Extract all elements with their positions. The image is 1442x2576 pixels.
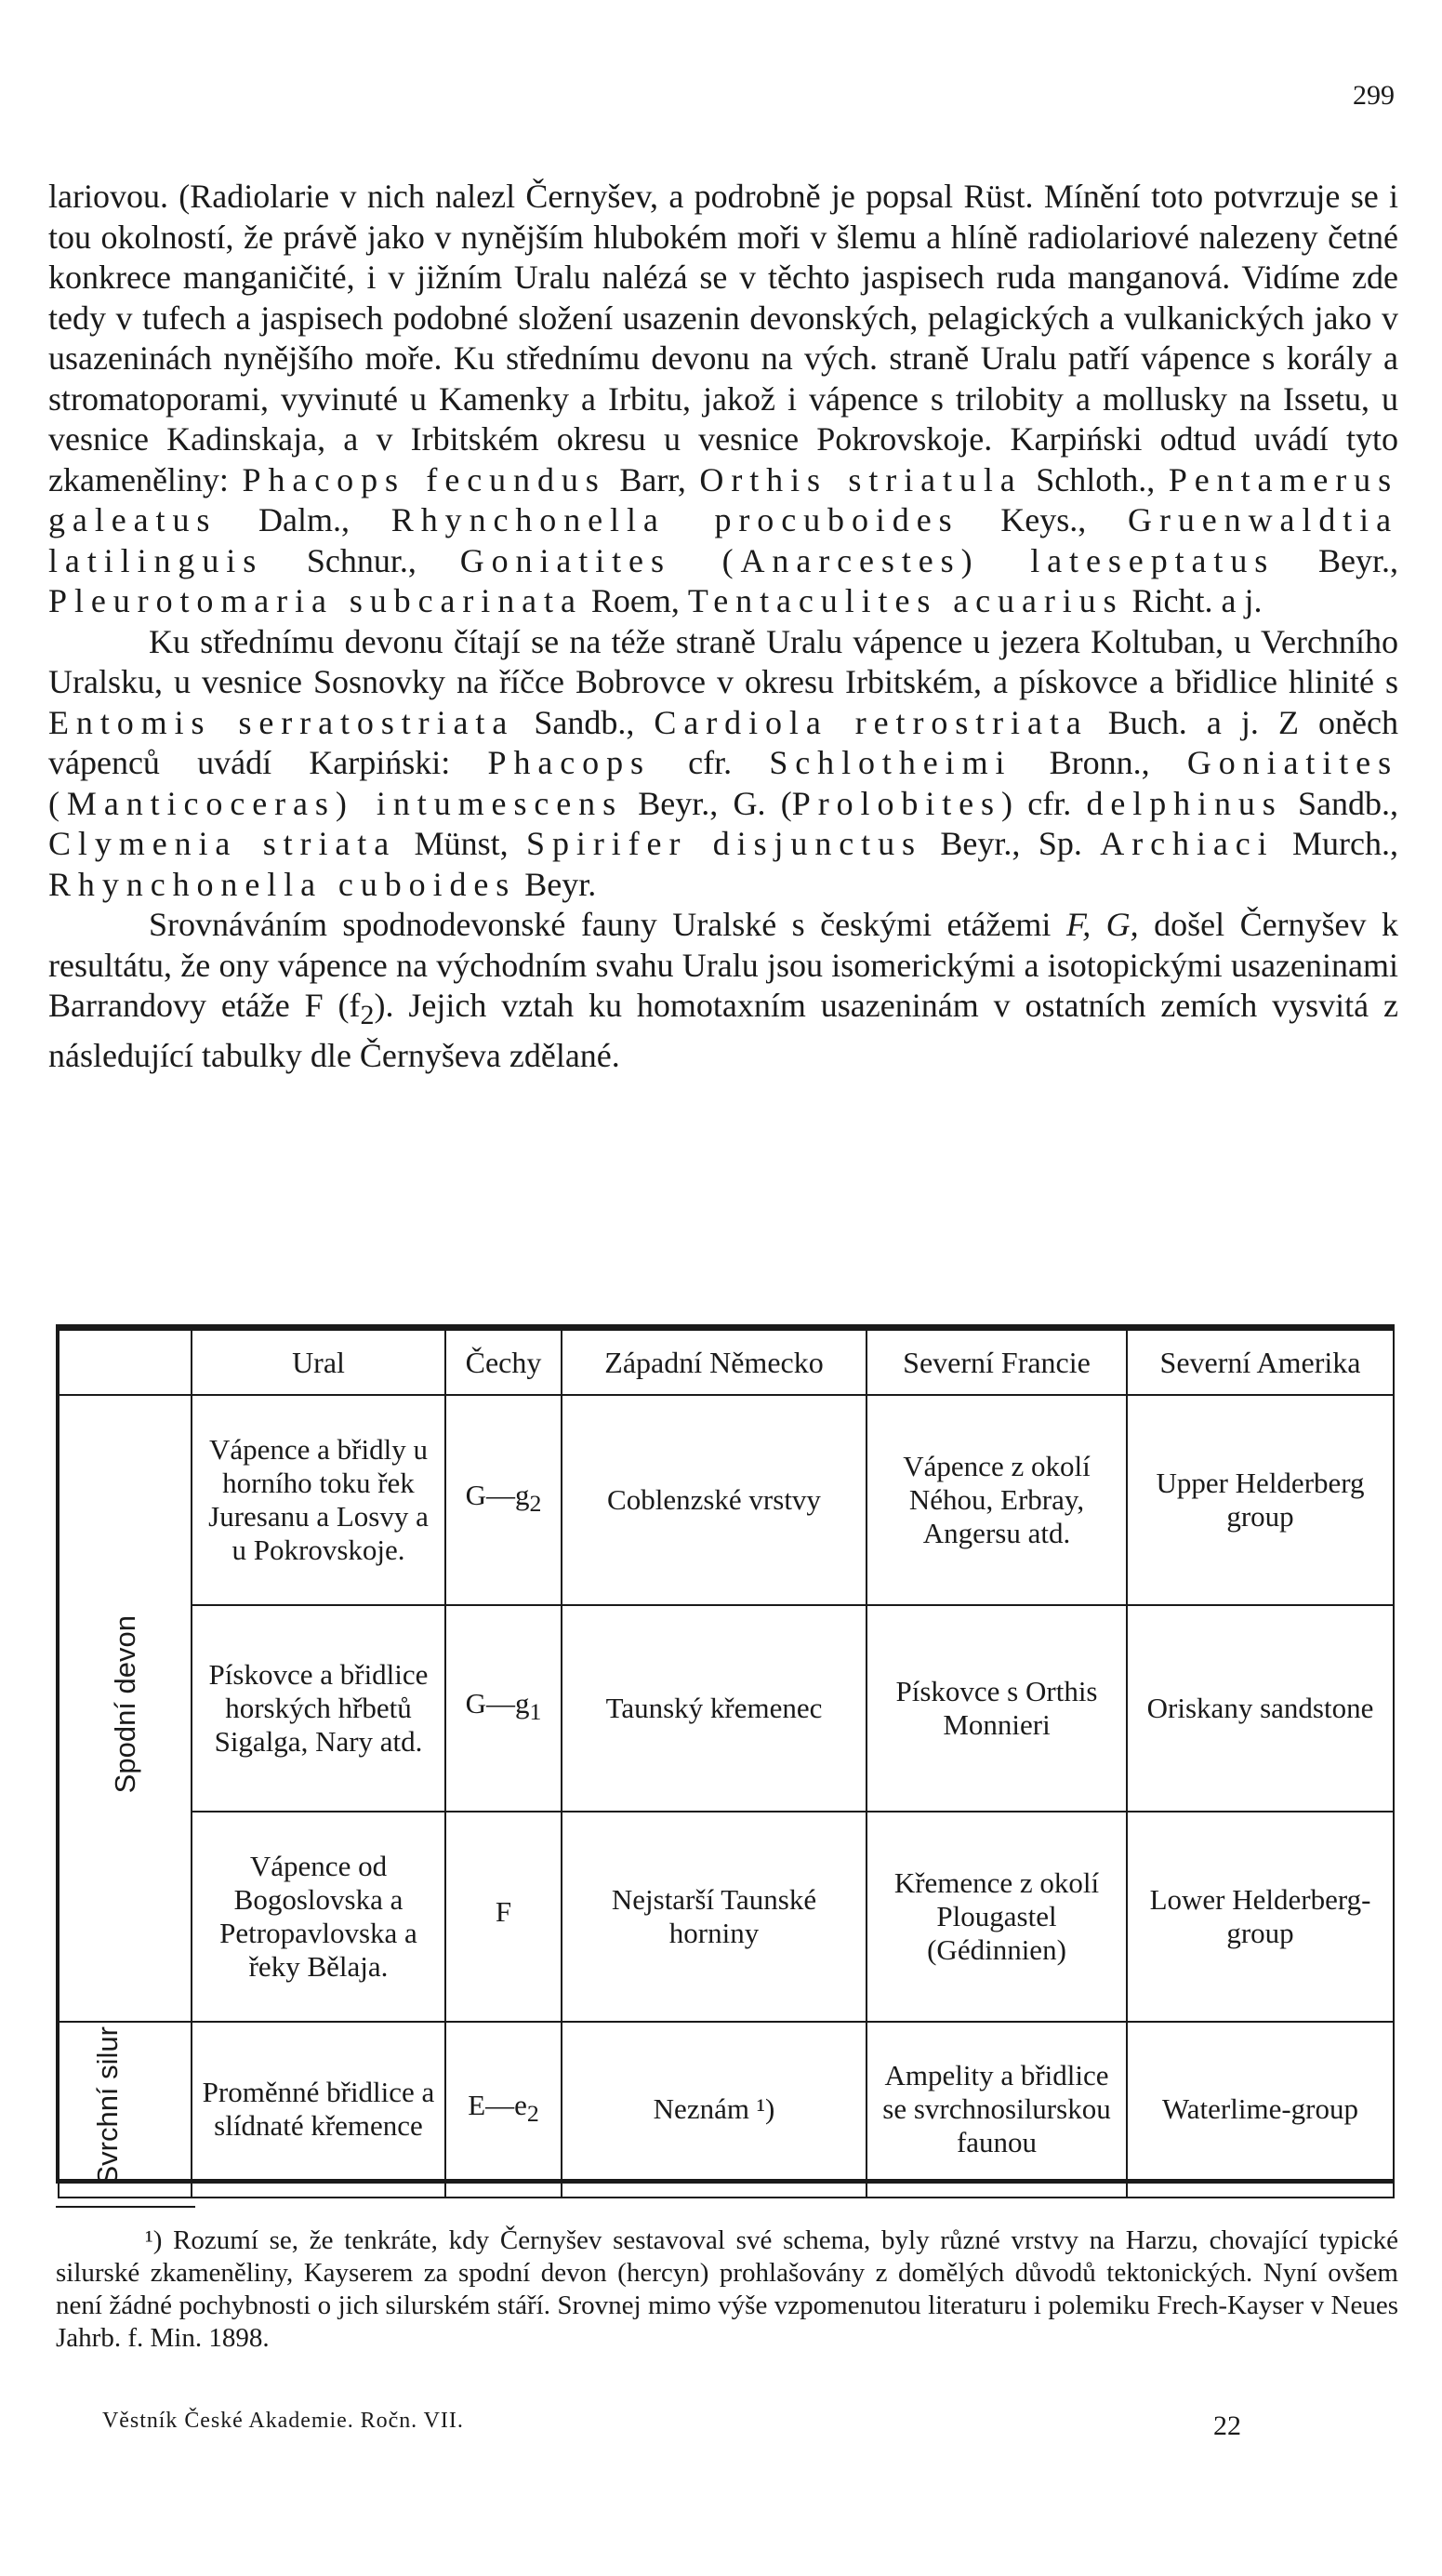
header-severni-francie: Severní Francie — [867, 1330, 1127, 1395]
table-row — [59, 1605, 1394, 1812]
footnote-divider — [56, 2206, 195, 2208]
header-empty — [59, 1330, 192, 1395]
cell-amerika: Oriskany sandstone — [1127, 1605, 1394, 1812]
sheet-signature: 22 — [1213, 2410, 1241, 2441]
cell-ural: Vápence od Bogoslovska a Petropavlovska a řeky Bělaja. — [192, 1812, 445, 2022]
page-number: 299 — [1353, 80, 1395, 111]
cell-francie: Vápence z okolí Néhou, Erbray, Angersu atd. — [867, 1395, 1127, 1605]
cell-nemecko: Taunský křemenec — [562, 1605, 867, 1812]
header-ural: Ural — [192, 1330, 445, 1395]
group-label-upper-silur: Svrchní silur — [59, 2022, 192, 2198]
table-header-row — [59, 1330, 1394, 1395]
paragraph-2: Ku střednímu devonu čítají se na téže straně Uralu vápence u jezera Koltuban, u Verchního Uralsku, u vesnice Sosnovky na říčce Bobrovce v okresu Irbitském, a pískovce a břidlice hlinité s Entomis serratostriata Sandb., Cardiola retrostriata Buch. a j. Z oněch vápenců uvádí Karpiński: Phacops cfr. Schlotheimi Bronn., Goniatites (Manticoceras) intumescens Beyr., G. (Prolobites) cfr. delphinus Sandb., Clymenia striata Münst, Spirifer disjunctus Beyr., Sp. Archiaci Murch., Rhynchonella cuboides Beyr. — [48, 622, 1399, 903]
group-label-lower-devon: Spodní devon — [59, 1395, 192, 2022]
table-row — [59, 1395, 1394, 1605]
header-cechy: Čechy — [445, 1330, 562, 1395]
footnote-text: ¹) Rozumí se, že tenkráte, kdy Černyšev sestavoval své schema, byly různé vrstvy na Harzu, chovající typické silurské zkameněliny, Kayserem za spodní devon (hercyn) prohlašovány z domělých důvodů tektonických. Nyní ovšem není žádné pochybnosti o jich silurském stáří. Srovnej mimo výše vzpomenutou literaturu i polemiku Frech-Kayser v Neues Jahrb. f. Min. 1898. — [56, 2225, 1398, 2353]
cell-cechy: F — [445, 1812, 562, 2022]
cell-francie: Ampelity a břidlice se svrchnosilurskou faunou — [867, 2022, 1127, 2198]
cell-cechy: $G—g_1$ — [445, 1605, 562, 1812]
table-row — [59, 1812, 1394, 2022]
cell-nemecko: Neznám ¹) — [562, 2022, 867, 2198]
cell-nemecko: Coblenzské vrstvy — [562, 1395, 867, 1605]
cell-amerika: Lower Helderberg-group — [1127, 1812, 1394, 2022]
correlation-table — [56, 1324, 1395, 2184]
cell-cechy: $E—e_2$ — [445, 2022, 562, 2198]
header-zapadni-nemecko: Západní Německo — [562, 1330, 867, 1395]
cell-ural: Proměnné břidlice a slídnaté křemence — [192, 2022, 445, 2198]
cell-cechy: $G—g_2$ — [445, 1395, 562, 1605]
cell-ural: Pískovce a břidlice horských hřbetů Sigalga, Nary atd. — [192, 1605, 445, 1812]
paragraph-1: lariovou. (Radiolarie v nich nalezl Černyšev, a podrobně je popsal Rüst. Mínění toto potvrzuje se i tou okolností, že právě jako v nynějším hlubokém moři v šlemu a hlíně radiolariové nalezeny četné konkrece manganičité, i v jižním Uralu nalézá se v těchto jaspisech ruda manganová. Vidíme zde tedy v tufech a jaspisech podobné složení usazenin devonských, pelagických a vulkanických jako v usazeninách nynějšího moře. Ku střednímu devonu na vých. straně Uralu patří vápence s korály a stromatoporami, vyvinuté u Kamenky a Irbitu, jakož i vápence s trilobity a mollusky na Issetu, u vesnice Kadinskaja, a v Irbitském okresu u vesnice Pokrovskoje. Karpiński odtud uvádí tyto zkameněliny: Phacops fecundus Barr, Orthis striatula Schloth., Pentamerus galeatus Dalm., Rhynchonella procuboides Keys., Gruenwaldtia latilinguis Schnur., Goniatites (Anarcestes) lateseptatus Beyr., Pleurotomaria subcarinata Roem, Tentaculites acuarius Richt. a j. — [48, 178, 1399, 619]
cell-nemecko: Nejstarší Taunské horniny — [562, 1812, 867, 2022]
table-row — [59, 2022, 1394, 2198]
paragraph-3: Srovnáváním spodnodevonské fauny Uralské s českými etážemi F, G, došel Černyšev k resultátu, že ony vápence na východním svahu Uralu jsou isomerickými a isotopickými usazeninami Barrandovy etáže F $(f_2)$. Jejich vztah ku homotaxním usazeninám v ostatních zemích vysvitá z následující tabulky dle Černyševa zdělané. — [48, 906, 1399, 1074]
cell-ural: Vápence a břidly u horního toku řek Juresanu a Losvy a u Pokrovskoje. — [192, 1395, 445, 1605]
cell-amerika: Waterlime-group — [1127, 2022, 1394, 2198]
footnote — [56, 2224, 1398, 2355]
cell-francie: Křemence z okolí Plougastel (Gédinnien) — [867, 1812, 1127, 2022]
body-text — [48, 177, 1398, 1076]
header-severni-amerika: Severní Amerika — [1127, 1330, 1394, 1395]
journal-line: Věstník České Akademie. Ročn. VII. — [102, 2409, 464, 2433]
cell-francie: Pískovce s Orthis Monnieri — [867, 1605, 1127, 1812]
cell-amerika: Upper Helderberg group — [1127, 1395, 1394, 1605]
